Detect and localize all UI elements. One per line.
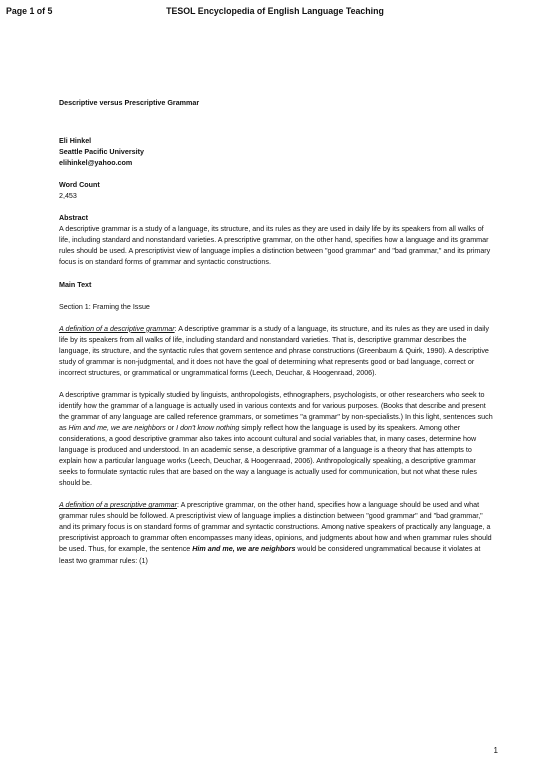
descriptive-definition-text: : A descriptive grammar is a study of a language, its structure, and its rules as they are used in daily life by its speakers from all walks of life, including standard and nonstandard varieties. That is, descriptive grammar describes the language, its structure, and the syntactic rules that govern sentence and phrase constructions (Greenbaum & Quirk, 1990). A descriptive study of grammar is non-judgmental, and it does not have the goal of determining what represents good or bad language, correct or incorrect structures, or grammatical or ungrammatical forms (Leech, Deuchar, & Hoogenraad, 2006).: [59, 324, 489, 377]
paragraph-descriptive-study: [59, 390, 495, 489]
abstract-text: A descriptive grammar is a study of a language, its structure, and its rules as they are used in daily life by its speakers from all walks of life, including standard and nonstandard varieties. A prescriptive grammar, on the other hand, specifies how a language and its grammar rules should be used. A prescriptivist view of language implies a distinction between "good grammar" and "bad grammar," and its primary focus is on standard forms of grammar and syntactic constructions.: [59, 225, 491, 267]
article-body: [59, 98, 495, 567]
running-header: [6, 6, 544, 22]
article-title: Descriptive versus Prescriptive Grammar: [59, 99, 200, 107]
example-sentence: Him and me, we are neighbors: [68, 423, 166, 432]
section-heading: Section 1: Framing the Issue: [59, 302, 150, 311]
example-sentence: I don't know nothing: [176, 423, 240, 432]
abstract-heading: Abstract: [59, 214, 88, 223]
page-number: 1: [493, 746, 498, 755]
prescriptive-definition-lead: A definition of a prescriptive grammar: [59, 501, 178, 510]
word-count-value: 2,453: [59, 192, 77, 201]
author-name: Eli Hinkel: [59, 137, 92, 146]
paragraph-text: : A prescriptive grammar, on the other hand, specifies how a language should be used and what grammar rules should be followed. A prescriptivist view of language implies a distinction between "good grammar" and "bad grammar," and its primary focus is on standard forms of grammar and syntactic constructions. Among native speakers of practically any language, a prescriptivist approach to grammar often encompasses many ideas, opinions, and judgments about how and when grammar rules should be used. Thus, for example, the sentence: [59, 501, 492, 554]
main-text-heading: Main Text: [59, 280, 92, 289]
word-count-heading: Word Count: [59, 181, 100, 190]
paragraph-descriptive-definition: [59, 324, 495, 379]
example-sentence: Him and me, we are neighbors: [192, 545, 296, 554]
paragraph-text: A descriptive grammar is typically studied by linguists, anthropologists, ethnographers, psychologists, or other researchers who seek to identify how the grammar of a language is actually used in various contexts and for various purposes. (Books that describe and present the grammar of any language are called reference grammars, or sometimes "a grammar" by non-specialists.) In this light, sentences such as: [59, 390, 493, 432]
journal-title: TESOL Encyclopedia of English Language Teaching: [166, 6, 384, 16]
author-email: elihinkel@yahoo.com: [59, 159, 133, 168]
paragraph-text: simply reflect how the language is used by its speakers. Among other considerations, a good descriptive grammar also takes into account cultural and social variables that, in many cases, determine how language is produced and understood. In an academic sense, a descriptive grammar of a language is a theory that has attempts to explain how a particular language works (Leech, Deuchar, & Hoogenraad, 2006). Anthropologically speaking, a descriptive grammar seeks to formulate syntactic rules that are based on the way a language is actually used for communication, but not what these rules should be.: [59, 423, 477, 488]
paragraph-prescriptive-definition: [59, 500, 495, 566]
descriptive-definition-lead: A definition of a descriptive grammar: [59, 324, 175, 333]
author-affiliation: Seattle Pacific University: [59, 148, 144, 157]
paragraph-text: or: [165, 423, 177, 432]
paragraph-text: would be considered ungrammatical because it violates at least two grammar rules: (1): [59, 545, 481, 565]
page-indicator: Page 1 of 5: [6, 6, 53, 16]
